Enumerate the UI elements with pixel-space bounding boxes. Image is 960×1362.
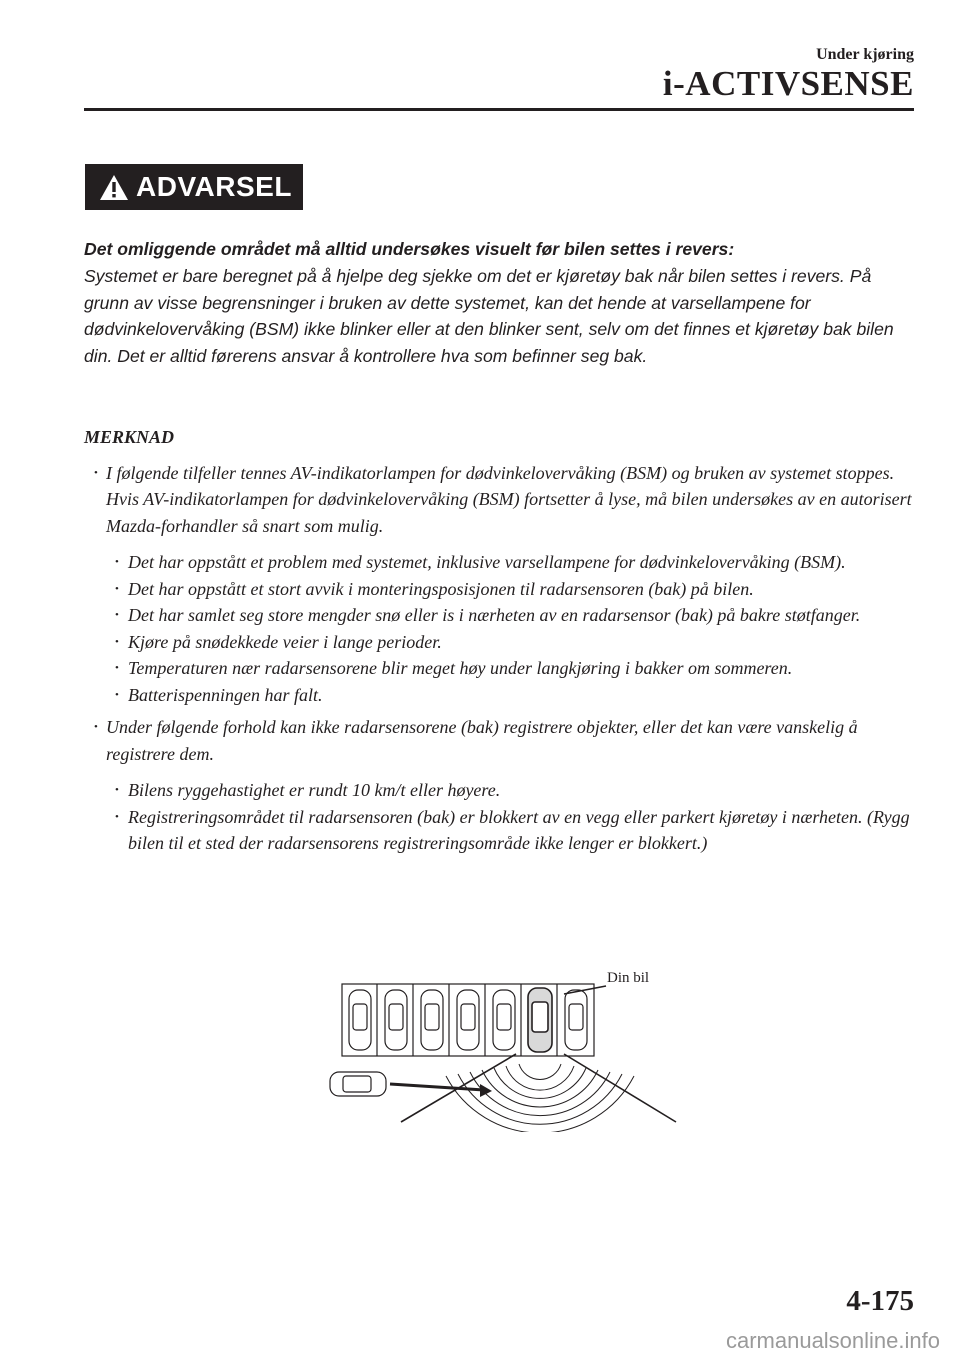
parking-radar-diagram [316, 962, 688, 1132]
note-subitem: • Bilens ryggehastighet er rundt 10 km/t eller høyere. [84, 777, 914, 804]
warning-text [84, 236, 914, 370]
warning-body: Systemet er bare beregnet på å hjelpe deg sjekke om det er kjøretøy bak når bilen settes i revers. På grunn av visse begrensninger i bruken av dette systemet, kan det hende at varsellampene for dødvinkelovervåking (BSM) ikke blinker eller at den blinker sent, selv om det finnes et kjøretøy bak bilen din. Det er alltid førerens ansvar å kontrollere hva som befinner seg bak. [84, 265, 894, 367]
own-car [528, 988, 552, 1052]
section-title: Under kjøring [816, 46, 914, 63]
note-sublist [84, 777, 914, 857]
chapter-title: i-ACTIVSENSE [662, 64, 914, 103]
note-item: • Under følgende forhold kan ikke radarsensorene (bak) registrere objekter, eller det kan være vanskelig å registrere dem. [84, 714, 914, 767]
note-subitem: • Kjøre på snødekkede veier i lange perioder. [84, 629, 914, 656]
approaching-car [330, 1072, 386, 1096]
note-item: • I følgende tilfeller tennes AV-indikatorlampen for dødvinkelovervåking (BSM) og bruken av systemet stoppes. Hvis AV-indikatorlampen for dødvinkelovervåking (BSM) fortsetter å lyse, må bilen undersøkes av en autorisert Mazda-forhandler så snart som mulig. [84, 460, 914, 540]
approach-arrow-icon [390, 1084, 492, 1097]
note-subitem: • Batterispenningen har falt. [84, 682, 914, 709]
parking-lot [342, 984, 594, 1056]
page-number: 4-175 [846, 1285, 914, 1317]
note-subitem: • Det har samlet seg store mengder snø eller is i nærheten av en radarsensor (bak) på bakre støtfanger. [84, 602, 914, 629]
watermark: carmanualsonline.info [725, 1328, 940, 1353]
warning-badge [85, 164, 303, 210]
note-subitem: • Det har oppstått et problem med systemet, inklusive varsellampene for dødvinkelovervåking (BSM). [84, 549, 914, 576]
warning-triangle-icon [99, 174, 129, 201]
header-rule [84, 108, 914, 111]
note-section [84, 424, 914, 861]
note-subitem: • Det har oppstått et stort avvik i monteringsposisjonen til radarsensoren (bak) på bilen. [84, 576, 914, 603]
note-subitem: • Registreringsområdet til radarsensoren (bak) er blokkert av en vegg eller parkert kjøretøy i nærheten. (Rygg bilen til et sted der radarsensorens registreringsområde ikke lenger er blokkert.) [84, 804, 914, 857]
warning-lead: Det omliggende området må alltid undersøkes visuelt før bilen settes i revers: [84, 239, 735, 259]
note-sublist [84, 549, 914, 708]
note-title: MERKNAD [84, 427, 175, 447]
own-car-label: Din bil [607, 970, 650, 986]
radar-waves [446, 1064, 634, 1132]
note-subitem: • Temperaturen nær radarsensorene blir meget høy under langkjøring i bakker om sommeren. [84, 655, 914, 682]
page-header [663, 46, 914, 101]
warning-badge-label: ADVARSEL [136, 171, 292, 202]
